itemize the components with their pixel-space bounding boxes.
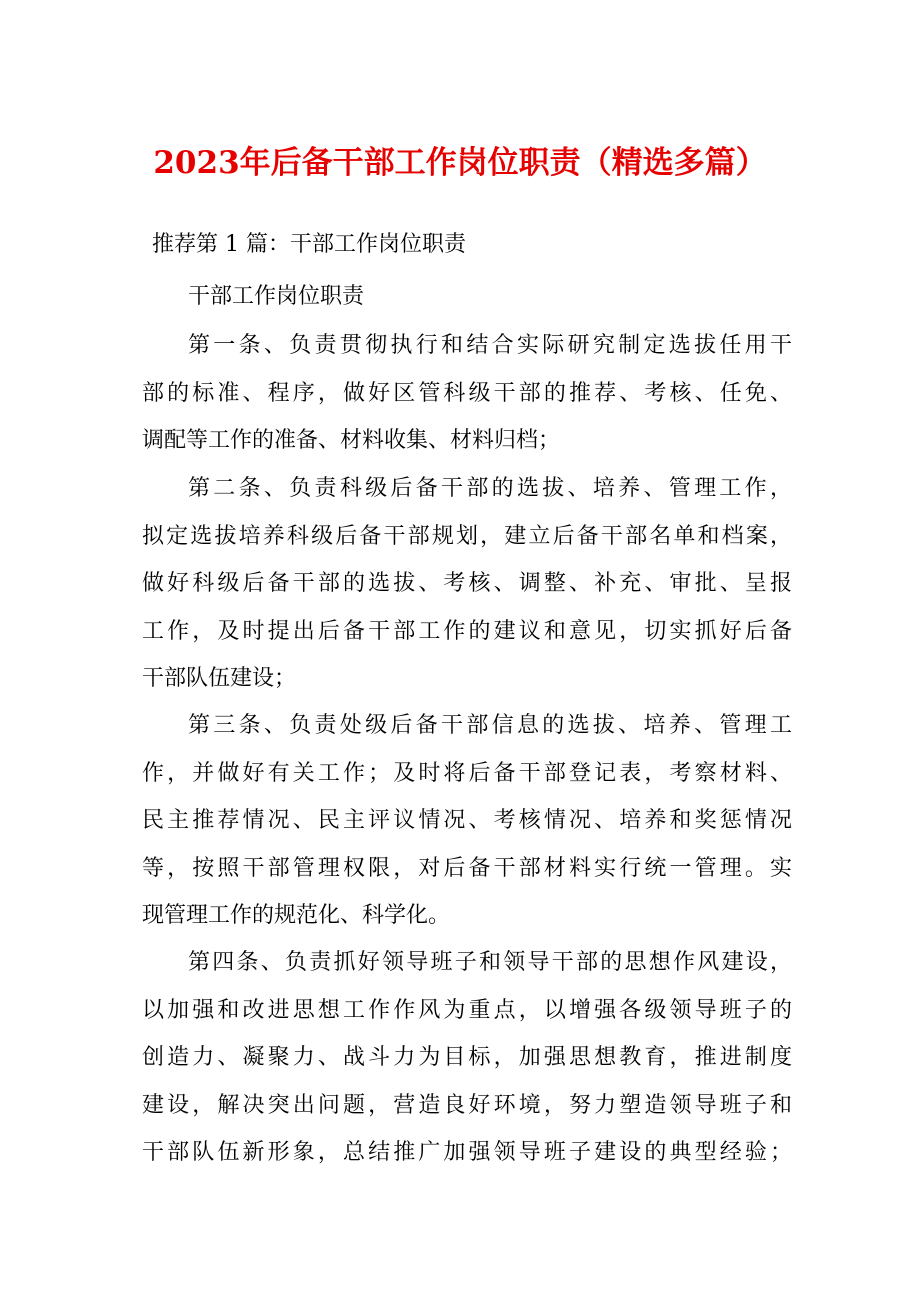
paragraph-line: 以加强和改进思想工作作风为重点，以增强各级领导班子的 — [142, 997, 792, 1023]
section-heading: 干部工作岗位职责 — [188, 284, 365, 309]
paragraph-line: 干部队伍新形象，总结推广加强领导班子建设的典型经验； — [142, 1140, 792, 1165]
paragraph-line: 调配等工作的准备、材料收集、材料归档； — [142, 428, 561, 453]
article-subtitle: 推荐第 1 篇：干部工作岗位职责 — [152, 232, 466, 257]
paragraph-article-3 — [142, 702, 792, 940]
paragraph-line: 部的标准、程序，做好区管科级干部的推荐、考核、任免、 — [142, 380, 792, 406]
paragraph-line: 第四条、负责抓好领导班子和领导干部的思想作风建设， — [188, 950, 792, 975]
paragraph-line: 干部队伍建设； — [142, 666, 297, 691]
paragraph-line: 建设，解决突出问题，营造良好环境，努力塑造领导班子和 — [142, 1092, 792, 1118]
paragraph-article-4 — [142, 939, 792, 1177]
paragraph-article-2 — [142, 465, 792, 703]
paragraph-line: 做好科级后备干部的选拔、考核、调整、补充、审批、呈报 — [142, 571, 792, 596]
paragraph-line: 拟定选拔培养科级后备干部规划，建立后备干部名单和档案， — [142, 523, 792, 549]
paragraph-line: 创造力、凝聚力、战斗力为目标，加强思想教育，推进制度 — [142, 1045, 792, 1070]
paragraph-line: 第一条、负责贯彻执行和结合实际研究制定选拔任用干 — [188, 333, 792, 358]
paragraph-line: 工作，及时提出后备干部工作的建议和意见，切实抓好后备 — [142, 618, 792, 644]
paragraph-line: 民主推荐情况、民主评议情况、考核情况、培养和奖惩情况 — [142, 808, 792, 833]
paragraph-line: 第二条、负责科级后备干部的选拔、培养、管理工作， — [188, 476, 792, 501]
paragraph-line: 等，按照干部管理权限，对后备干部材料实行统一管理。实 — [142, 855, 792, 881]
paragraph-line: 第三条、负责处级后备干部信息的选拔、培养、管理工 — [188, 713, 792, 738]
paragraph-line: 作，并做好有关工作；及时将后备干部登记表，考察材料、 — [142, 760, 792, 786]
paragraph-line: 现管理工作的规范化、科学化。 — [142, 903, 451, 928]
document-title: 2023年后备干部工作岗位职责（精选多篇） — [153, 145, 767, 181]
paragraph-article-1 — [142, 322, 792, 465]
